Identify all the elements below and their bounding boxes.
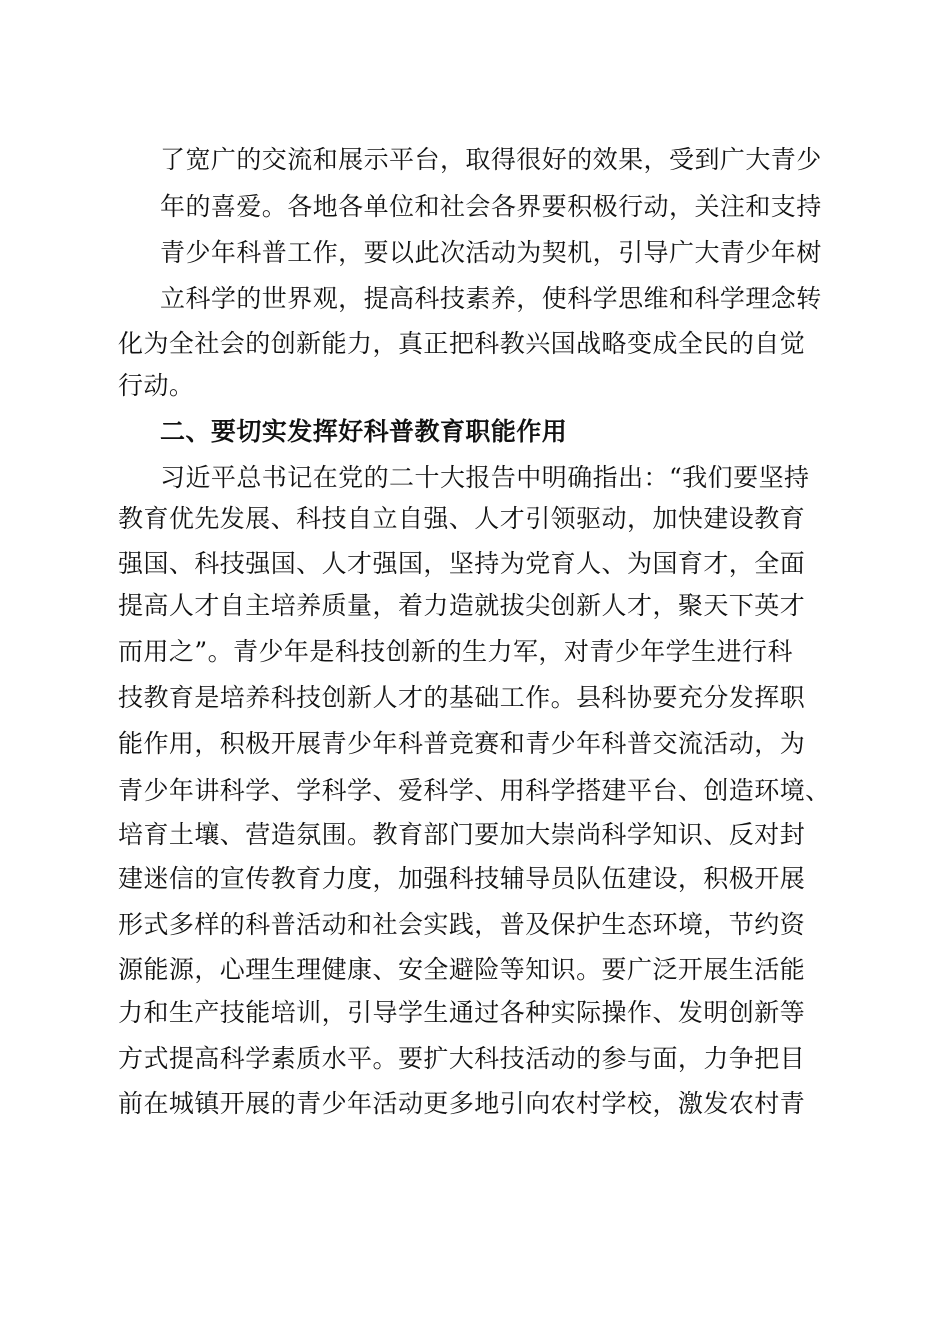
paragraph-line: 了宽广的交流和展示平台，取得很好的效果，受到广大青少 [160, 145, 822, 174]
paragraph-line: 立科学的世界观，提高科技素养，使科学思维和科学理念转 [160, 284, 822, 313]
paragraph-line: 提高人才自主培养质量，着力造就拔尖创新人才，聚天下英才 [118, 591, 806, 620]
paragraph-line: 强国、科技强国、人才强国，坚持为党育人、为国育才，全面 [118, 549, 806, 578]
paragraph-line: 习近平总书记在党的二十大报告中明确指出：“我们要坚持 [160, 463, 810, 492]
paragraph-line: 行动。 [118, 371, 195, 400]
paragraph-line: 技教育是培养科技创新人才的基础工作。县科协要充分发挥职 [118, 683, 806, 712]
paragraph-line: 年的喜爱。各地各单位和社会各界要积极行动，关注和支持 [160, 192, 822, 221]
paragraph-line: 教育优先发展、科技自立自强、人才引领驱动，加快建设教育 [118, 504, 806, 533]
paragraph-line: 青少年科普工作，要以此次活动为契机，引导广大青少年树 [160, 238, 822, 267]
paragraph-line: 力和生产技能培训，引导学生通过各种实际操作、发明创新等 [118, 998, 806, 1027]
paragraph-line: 能作用，积极开展青少年科普竞赛和青少年科普交流活动，为 [118, 729, 806, 758]
paragraph-line: 方式提高科学素质水平。要扩大科技活动的参与面，力争把目 [118, 1044, 806, 1073]
paragraph-line: 培育土壤、营造氛围。教育部门要加大崇尚科学知识、反对封 [118, 820, 806, 849]
paragraph-line: 而用之”。青少年是科技创新的生力军，对青少年学生进行科 [118, 637, 793, 666]
paragraph-line: 源能源，心理生理健康、安全避险等知识。要广泛开展生活能 [118, 955, 806, 984]
paragraph-line: 前在城镇开展的青少年活动更多地引向农村学校，激发农村青 [118, 1089, 806, 1118]
paragraph-line: 形式多样的科普活动和社会实践，普及保护生态环境，节约资 [118, 910, 806, 939]
paragraph-line: 青少年讲科学、学科学、爱科学、用科学搭建平台、创造环境、 [118, 776, 831, 805]
paragraph-line: 建迷信的宣传教育力度，加强科技辅导员队伍建设，积极开展 [118, 864, 806, 893]
section-heading: 二、要切实发挥好科普教育职能作用 [160, 417, 568, 446]
paragraph-line: 化为全社会的创新能力，真正把科教兴国战略变成全民的自觉 [118, 329, 806, 358]
